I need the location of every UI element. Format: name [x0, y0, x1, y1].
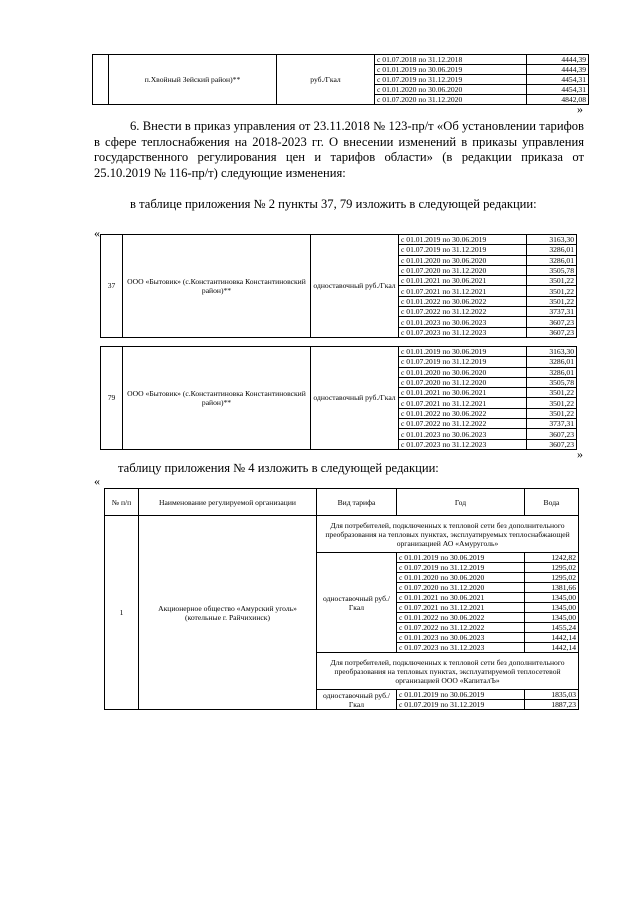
value-cell: 3505,78: [527, 265, 577, 275]
period-cell: с 01.07.2021 по 31.12.2021: [397, 603, 525, 613]
period-cell: с 01.01.2020 по 30.06.2020: [397, 573, 525, 583]
tariff-type: одноставочный руб./Гкал: [311, 235, 399, 338]
group-title: Для потребителей, подключенных к тепловой сети без дополнительного преобразования на тепловых пунктах, эксплуатируемой теплосетевой организацией ООО «КапиталЪ»: [317, 653, 579, 690]
period-cell: с 01.01.2023 по 30.06.2023: [397, 633, 525, 643]
period-cell: с 01.07.2021 по 31.12.2021: [399, 286, 527, 296]
tariff-type: одноставочный руб./Гкал: [317, 553, 397, 653]
value-cell: 3501,22: [527, 276, 577, 286]
period-cell: с 01.07.2022 по 31.12.2022: [399, 307, 527, 317]
period-cell: с 01.01.2021 по 30.06.2021: [397, 593, 525, 603]
row-number: 79: [101, 347, 123, 450]
open-quote: «: [94, 226, 100, 240]
table-row: [93, 55, 589, 65]
value-cell: 3737,31: [527, 419, 577, 429]
paragraph-6: 6. Внести в приказ управления от 23.11.2018 № 123-пр/т «Об установлении тарифов в сфере теплоснабжения на 2018-2023 гг. О внесении изменений в приказы управления государственного регулирования цен и тарифов области» (в редакции приказа от 25.10.2019 № 116-пр/т) следующие изменения:: [94, 119, 584, 180]
value-cell: 3501,22: [527, 286, 577, 296]
value-cell: 3163,30: [527, 347, 577, 357]
row-number: 37: [101, 235, 123, 338]
period-cell: с 01.01.2019 по 30.06.2019: [397, 553, 525, 563]
period-cell: с 01.01.2020 по 30.06.2020: [399, 255, 527, 265]
value-cell: 3286,01: [527, 367, 577, 377]
value-cell: 3501,22: [527, 388, 577, 398]
close-quote: »: [577, 447, 583, 461]
value-cell: 4842,08: [527, 95, 589, 105]
value-cell: 3286,01: [527, 245, 577, 255]
open-quote: «: [94, 474, 100, 488]
paragraph-table2: в таблице приложения № 2 пункты 37, 79 изложить в следующей редакции:: [130, 197, 537, 211]
period-cell: с 01.01.2021 по 30.06.2021: [399, 388, 527, 398]
value-cell: 1295,02: [525, 573, 579, 583]
value-cell: 3737,31: [527, 307, 577, 317]
header-tariff: Вид тарифа: [317, 489, 397, 516]
period-cell: с 01.07.2019 по 31.12.2019: [397, 563, 525, 573]
group-title: Для потребителей, подключенных к тепловой сети без дополнительного преобразования на тепловых пунктах, эксплуатируемых теплоснабжающей организацией АО «Амуруголь»: [317, 516, 579, 553]
value-cell: 3607,23: [527, 327, 577, 337]
period-cell: с 01.01.2023 по 30.06.2023: [399, 429, 527, 439]
period-cell: с 01.01.2021 по 30.06.2021: [399, 276, 527, 286]
header-org: Наименование регулируемой организации: [139, 489, 317, 516]
period-cell: с 01.07.2020 по 31.12.2020: [399, 265, 527, 275]
organization-name: ООО «Бытовик» (с.Константиновка Константиновский район)**: [123, 235, 311, 338]
period-cell: с 01.07.2021 по 31.12.2021: [399, 398, 527, 408]
top-tariff-table: [92, 54, 589, 105]
organization-name: п.Хвойный Зейский район)**: [109, 55, 277, 105]
tariff-table-item-79: [100, 346, 577, 450]
period-cell: с 01.01.2019 по 30.06.2019: [399, 347, 527, 357]
value-cell: 4454,31: [527, 75, 589, 85]
period-cell: с 01.01.2022 по 30.06.2022: [399, 296, 527, 306]
value-cell: 1295,02: [525, 563, 579, 573]
period-cell: с 01.07.2019 по 31.12.2019: [375, 75, 527, 85]
period-cell: с 01.07.2020 по 31.12.2020: [397, 583, 525, 593]
row-number: [93, 55, 109, 105]
value-cell: 1442,14: [525, 633, 579, 643]
value-cell: 3501,22: [527, 398, 577, 408]
period-cell: с 01.07.2023 по 31.12.2023: [399, 439, 527, 449]
close-quote: »: [577, 102, 583, 116]
period-cell: с 01.07.2019 по 31.12.2019: [397, 700, 525, 710]
value-cell: 4444,39: [527, 55, 589, 65]
value-cell: 1455,24: [525, 623, 579, 633]
row-number: 1: [105, 516, 139, 710]
header-year: Год: [397, 489, 525, 516]
period-cell: с 01.07.2020 по 31.12.2020: [399, 377, 527, 387]
value-cell: 1345,00: [525, 593, 579, 603]
value-cell: 3607,23: [527, 439, 577, 449]
value-cell: 1442,14: [525, 643, 579, 653]
value-cell: 3607,23: [527, 317, 577, 327]
period-cell: с 01.07.2018 по 31.12.2018: [375, 55, 527, 65]
value-cell: 1242,82: [525, 553, 579, 563]
value-cell: 3607,23: [527, 429, 577, 439]
period-cell: с 01.01.2019 по 30.06.2019: [399, 235, 527, 245]
tariff-type: одноставочный руб./Гкал: [311, 347, 399, 450]
value-cell: 1835,03: [525, 690, 579, 700]
period-cell: с 01.01.2019 по 30.06.2019: [375, 65, 527, 75]
table-row: [101, 235, 577, 245]
value-cell: 3163,30: [527, 235, 577, 245]
period-cell: с 01.07.2022 по 31.12.2022: [399, 419, 527, 429]
value-cell: 4444,39: [527, 65, 589, 75]
value-cell: 3505,78: [527, 377, 577, 387]
value-cell: 1887,23: [525, 700, 579, 710]
value-cell: 3286,01: [527, 255, 577, 265]
group-title-row: [105, 516, 579, 553]
value-cell: 3501,22: [527, 296, 577, 306]
period-cell: с 01.07.2022 по 31.12.2022: [397, 623, 525, 633]
period-cell: с 01.01.2023 по 30.06.2023: [399, 317, 527, 327]
period-cell: с 01.01.2020 по 30.06.2020: [399, 367, 527, 377]
period-cell: с 01.07.2023 по 31.12.2023: [397, 643, 525, 653]
period-cell: с 01.07.2019 по 31.12.2019: [399, 245, 527, 255]
period-cell: с 01.01.2022 по 30.06.2022: [397, 613, 525, 623]
period-cell: с 01.07.2020 по 31.12.2020: [375, 95, 527, 105]
tariff-type: руб./Гкал: [277, 55, 375, 105]
tariff-type: одноставочный руб./Гкал: [317, 690, 397, 710]
period-cell: с 01.01.2020 по 30.06.2020: [375, 85, 527, 95]
organization-name: Акционерное общество «Амурский уголь» (котельные г. Райчихинск): [139, 516, 317, 710]
value-cell: 4454,31: [527, 85, 589, 95]
value-cell: 1345,00: [525, 603, 579, 613]
period-cell: с 01.07.2019 по 31.12.2019: [399, 357, 527, 367]
value-cell: 3286,01: [527, 357, 577, 367]
value-cell: 1381,66: [525, 583, 579, 593]
period-cell: с 01.01.2019 по 30.06.2019: [397, 690, 525, 700]
tariff-table-appendix-4: [104, 488, 579, 710]
table-row: [101, 347, 577, 357]
table-header-row: [105, 489, 579, 516]
tariff-table-item-37: [100, 234, 577, 338]
period-cell: с 01.01.2022 по 30.06.2022: [399, 408, 527, 418]
paragraph-table4: таблицу приложения № 4 изложить в следующей редакции:: [118, 461, 439, 475]
header-value: Вода: [525, 489, 579, 516]
organization-name: ООО «Бытовик» (с.Константиновка Константиновский район)**: [123, 347, 311, 450]
header-num: № п/п: [105, 489, 139, 516]
period-cell: с 01.07.2023 по 31.12.2023: [399, 327, 527, 337]
value-cell: 3501,22: [527, 408, 577, 418]
value-cell: 1345,00: [525, 613, 579, 623]
